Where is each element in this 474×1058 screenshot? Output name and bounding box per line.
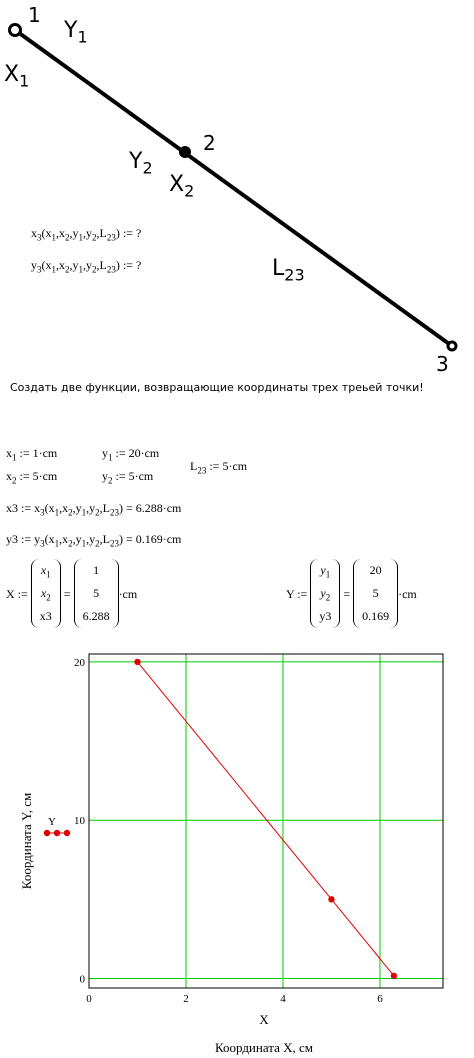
y-tick-label: 20 [74,656,85,669]
vector-x: X := $x_1$ $x_2$ x3 = 1 5 6.288 ·cm [6,559,137,628]
question-x3: $x_3(x_1,x_2,y_1,y_2,L_{23})$ := ? [31,226,142,243]
def-y2: $y_2$ := 5·cm [102,469,154,486]
def-l23: $L_{23}$ := 5·cm [190,459,248,476]
vector-y: Y := $y_1$ $y_2$ y3 = 20 5 0.169 ·cm [286,559,417,628]
legend-marker [44,830,50,836]
legend-marker [64,830,70,836]
y-tick-label: 10 [74,815,85,828]
segment-diagram [0,0,474,370]
def-x1: $x_1$ := 1·cm [6,446,58,463]
def-x2: $x_2$ := 5·cm [6,469,58,486]
label-y2: $Y_2$ [129,149,153,178]
x-tick-label: 6 [377,993,383,1005]
label-x1: $X_1$ [4,62,30,91]
x-axis-caption: Координата X, см [214,1040,314,1055]
question-y3: $y_3(x_1,x_2,y_1,y_2,L_{23})$ := ? [31,258,142,275]
legend-label: Y [48,816,56,828]
point-1-number: 1 [28,3,41,27]
calc-y3: y3 := $y_3(x_1,x_2,y_1,y_2,L_{23}) = 0.169\cdot cm$ [6,532,182,549]
label-x2: $X_2$ [169,172,195,201]
point-3-marker [448,342,456,350]
point-1-marker [10,25,21,36]
label-l23: $L_{23}$ [272,256,305,285]
point-3-number: 3 [436,352,449,376]
point-2-marker [179,146,191,158]
x-tick-label: 4 [280,993,286,1005]
legend-marker [54,830,60,836]
chart [0,640,474,1058]
calc-x3: x3 := $x_3(x_1,x_2,y_1,y_2,L_{23}) = 6.288\cdot cm$ [6,501,182,518]
point-2-number: 2 [203,131,216,155]
vector-y-symbols: $y_1$ $y_2$ y3 [310,559,340,628]
y-axis-label: Координата Y, см [19,792,34,890]
vector-x-values: 1 5 6.288 [74,559,119,628]
data-point [328,896,334,902]
x-axis-label: X [259,1012,269,1027]
data-point [391,973,397,979]
x-tick-label: 2 [183,993,189,1005]
segment-line [15,30,452,346]
series-line [137,662,393,976]
task-text: Создать две функции, возвращающие координаты трех треьей точки! [10,381,424,394]
y-tick-label: 0 [79,973,85,986]
vector-x-symbols: $x_1$ $x_2$ x3 [31,559,61,628]
data-point [134,659,140,665]
x-tick-label: 0 [86,993,92,1005]
vector-y-values: 20 5 0.169 [353,559,398,628]
label-y1: $Y_1$ [64,18,88,47]
def-y1: $y_1$ := 20·cm [102,446,160,463]
plot-frame [89,654,443,988]
